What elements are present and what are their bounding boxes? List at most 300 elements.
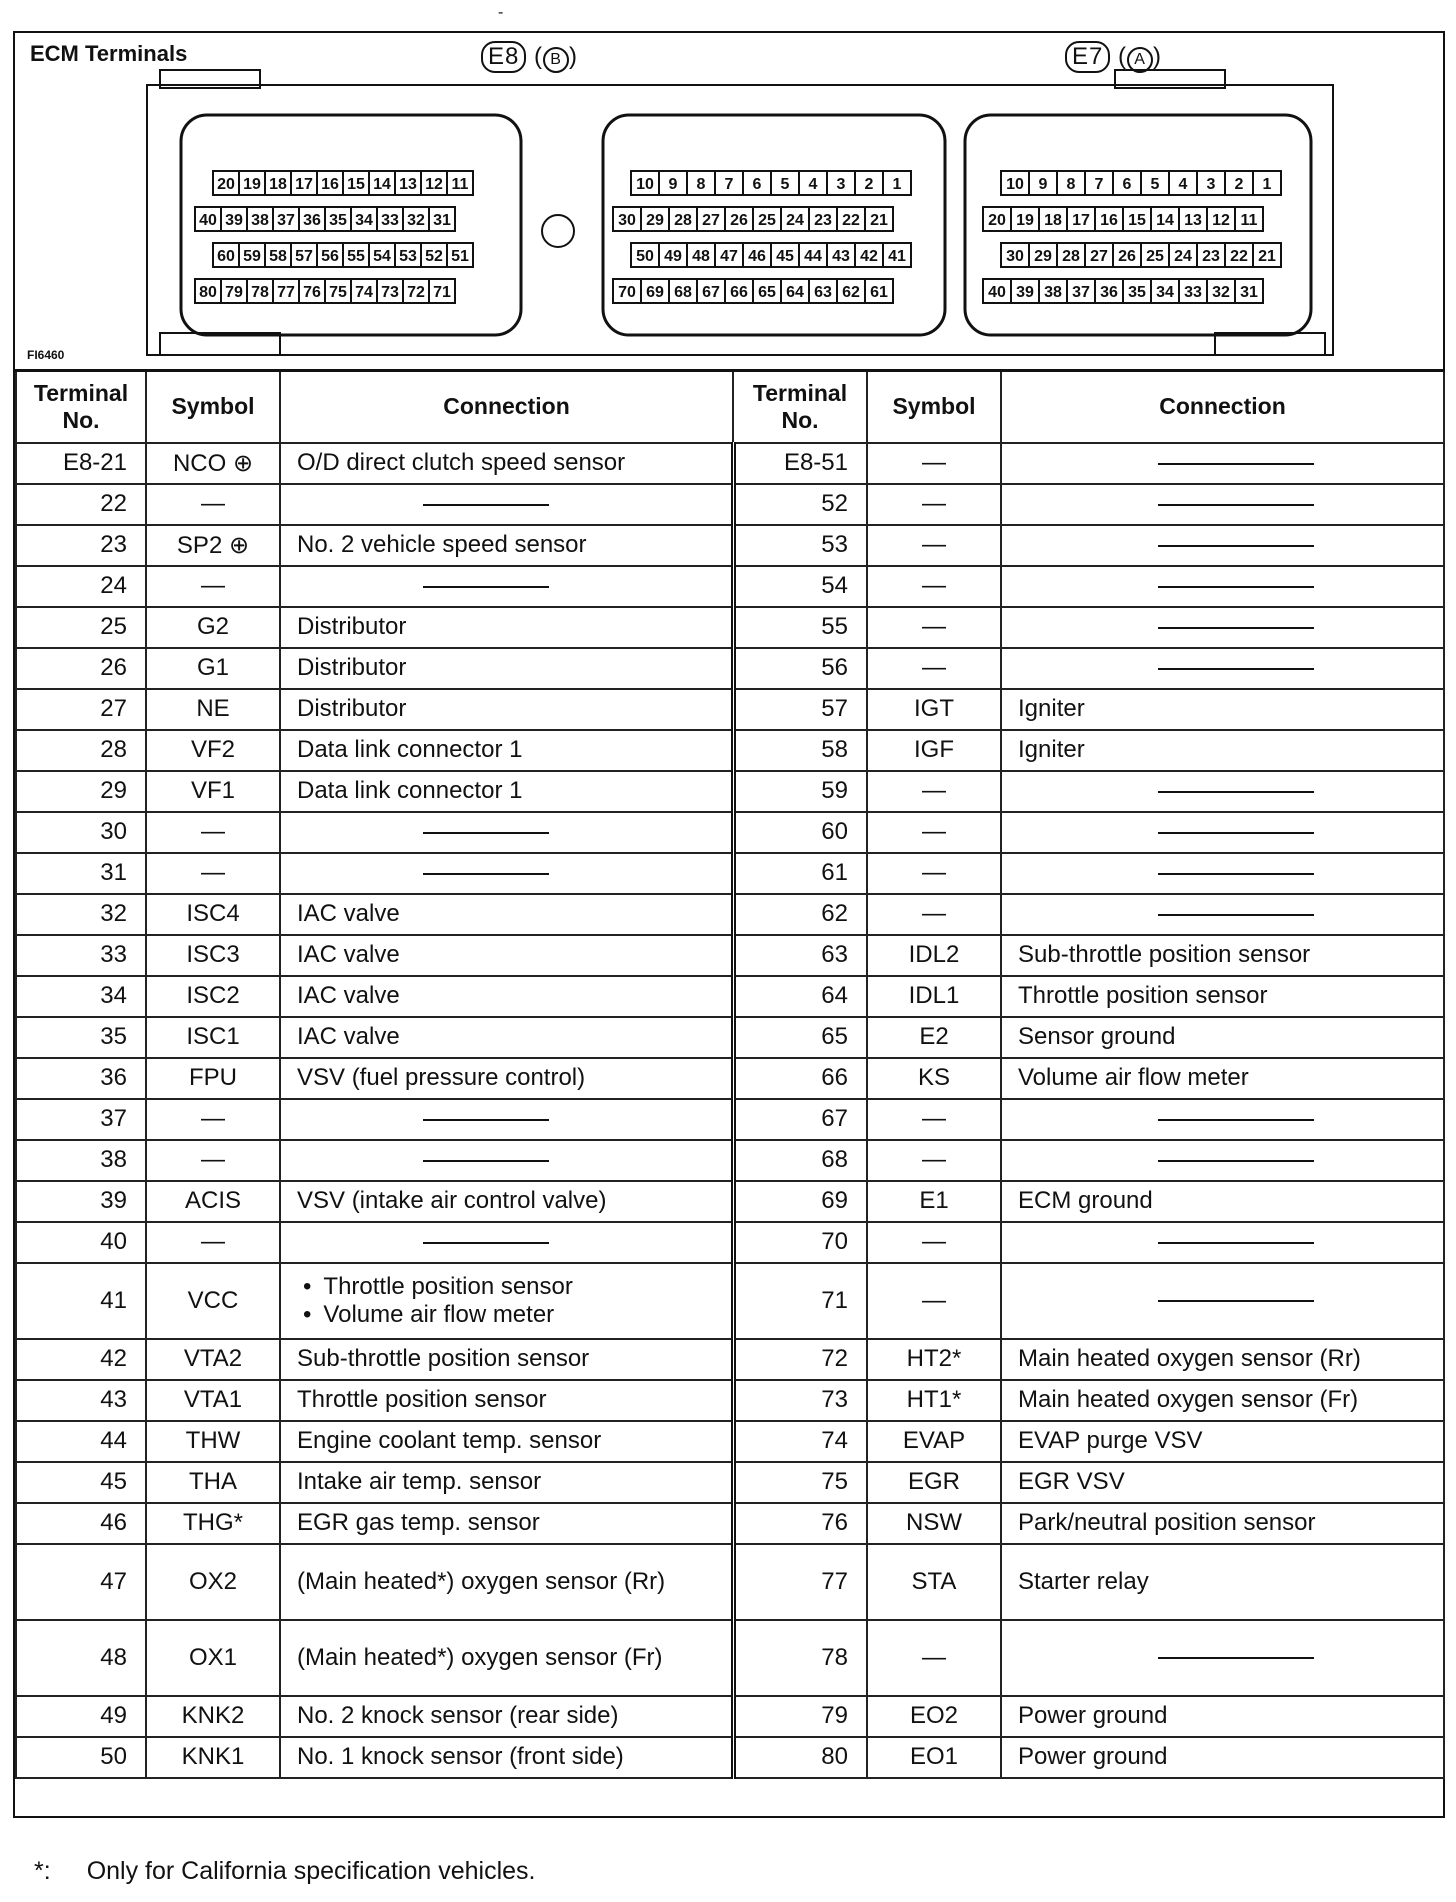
e8-pin-label: 74 [355, 284, 373, 301]
terminal-number: 36 [16, 1058, 146, 1099]
terminal-symbol: — [867, 1099, 1001, 1140]
terminal-connection: Power ground [1001, 1737, 1444, 1778]
e8-pin-label: 71 [433, 284, 451, 301]
e7-pin-label: 17 [1072, 212, 1090, 229]
e8-pin-label: 12 [425, 176, 443, 193]
terminal-connection: Main heated oxygen sensor (Fr) [1001, 1380, 1444, 1421]
terminal-connection [280, 1263, 733, 1339]
e7-pin-label: 35 [1128, 284, 1146, 301]
empty-line [1158, 1242, 1314, 1244]
connector-e8-id: E8 [481, 41, 526, 73]
table-row [16, 1503, 1444, 1544]
e8-pin-label: 52 [425, 248, 443, 265]
terminal-symbol: EO1 [867, 1737, 1001, 1778]
connector-e7-label: E7 ( A ) [1065, 41, 1162, 73]
terminal-symbol: FPU [146, 1058, 280, 1099]
terminal-symbol: NSW [867, 1503, 1001, 1544]
table-row [16, 853, 1444, 894]
terminal-connection: Data link connector 1 [280, 730, 733, 771]
e8-pin-label: 45 [776, 248, 794, 265]
terminal-connection: IAC valve [280, 894, 733, 935]
terminal-number: 72 [733, 1339, 867, 1380]
connector-diagram [15, 33, 1443, 369]
empty-line [1158, 1657, 1314, 1659]
terminal-connection: IAC valve [280, 976, 733, 1017]
terminal-number: 65 [733, 1017, 867, 1058]
empty-line [1158, 668, 1314, 670]
terminal-connection: O/D direct clutch speed sensor [280, 443, 733, 484]
terminal-connection-empty [280, 484, 733, 525]
terminal-symbol: — [867, 894, 1001, 935]
terminal-connection: Igniter [1001, 689, 1444, 730]
table-row [16, 976, 1444, 1017]
table-row [16, 894, 1444, 935]
e8-pin-label: 10 [636, 176, 654, 193]
e7-pin-label: 25 [1146, 248, 1164, 265]
e8-pin-label: 60 [217, 248, 235, 265]
e7-pin-label: 3 [1206, 176, 1216, 193]
e8-pin-label: 8 [696, 176, 706, 193]
e8-pin-label: 48 [692, 248, 710, 265]
terminal-number: 80 [733, 1737, 867, 1778]
terminal-symbol: THG* [146, 1503, 280, 1544]
empty-line [1158, 791, 1314, 793]
terminal-connection: Main heated oxygen sensor (Rr) [1001, 1339, 1444, 1380]
table-row [16, 1421, 1444, 1462]
e8-pin-label: 58 [269, 248, 287, 265]
e8-pin-label: 65 [758, 284, 776, 301]
terminal-symbol: VF1 [146, 771, 280, 812]
terminal-number: 28 [16, 730, 146, 771]
terminal-symbol: — [867, 771, 1001, 812]
table-row [16, 1620, 1444, 1696]
terminal-connection: Throttle position sensor [1001, 976, 1444, 1017]
terminal-symbol: — [146, 1099, 280, 1140]
table-row [16, 1140, 1444, 1181]
terminal-connection-empty [1001, 1263, 1444, 1339]
e8-pin-label: 63 [814, 284, 832, 301]
terminal-number: 64 [733, 976, 867, 1017]
terminal-connection: Volume air flow meter [1001, 1058, 1444, 1099]
table-row [16, 648, 1444, 689]
terminal-symbol: G1 [146, 648, 280, 689]
terminal-symbol: — [867, 484, 1001, 525]
terminal-connection-empty [280, 1140, 733, 1181]
e8-pin-label: 25 [758, 212, 776, 229]
terminal-symbol: — [867, 812, 1001, 853]
terminal-number: 48 [16, 1620, 146, 1696]
footnote-text: Only for California specification vehicles. [86, 1857, 536, 1885]
header-connection-right: Connection [1001, 371, 1444, 443]
terminal-symbol: — [867, 1140, 1001, 1181]
terminal-connection: Intake air temp. sensor [280, 1462, 733, 1503]
table-row [16, 689, 1444, 730]
e7-pin-label: 16 [1100, 212, 1118, 229]
e7-pin-label: 36 [1100, 284, 1118, 301]
empty-line [1158, 504, 1314, 506]
e8-pin-label: 26 [730, 212, 748, 229]
e7-pin-label: 21 [1258, 248, 1276, 265]
e8-pin-label: 3 [836, 176, 846, 193]
terminal-number: 60 [733, 812, 867, 853]
e8-pin-label: 59 [243, 248, 261, 265]
terminal-connection-empty [1001, 812, 1444, 853]
e8-pin-label: 62 [842, 284, 860, 301]
terminal-number: 27 [16, 689, 146, 730]
empty-line [1158, 914, 1314, 916]
terminal-connection-empty [1001, 894, 1444, 935]
e8-pin-label: 4 [808, 176, 818, 193]
e7-pin-label: 8 [1066, 176, 1076, 193]
terminal-symbol: THW [146, 1421, 280, 1462]
terminal-number: 75 [733, 1462, 867, 1503]
e8-pin-label: 37 [277, 212, 295, 229]
e8-pin-label: 11 [451, 176, 469, 193]
terminal-number: 22 [16, 484, 146, 525]
terminal-symbol: EGR [867, 1462, 1001, 1503]
terminal-number: E8-21 [16, 443, 146, 484]
terminal-number: 61 [733, 853, 867, 894]
header-symbol-right: Symbol [867, 371, 1001, 443]
terminal-symbol: OX2 [146, 1544, 280, 1620]
terminal-symbol: ISC4 [146, 894, 280, 935]
e8-pin-label: 27 [702, 212, 720, 229]
terminal-number: 78 [733, 1620, 867, 1696]
figure-code: FI6460 [27, 348, 65, 362]
terminal-number: E8-51 [733, 443, 867, 484]
e8-pin-label: 36 [303, 212, 321, 229]
terminal-symbol: KNK2 [146, 1696, 280, 1737]
e8-pin-label: 20 [217, 176, 235, 193]
terminal-number: 45 [16, 1462, 146, 1503]
terminal-connection: VSV (intake air control valve) [280, 1181, 733, 1222]
terminal-connection: Sensor ground [1001, 1017, 1444, 1058]
terminal-number: 56 [733, 648, 867, 689]
terminal-symbol: VF2 [146, 730, 280, 771]
terminal-number: 59 [733, 771, 867, 812]
terminal-number: 26 [16, 648, 146, 689]
terminal-connection: IAC valve [280, 935, 733, 976]
e8-pin-label: 76 [303, 284, 321, 301]
e7-pin-label: 40 [988, 284, 1006, 301]
e8-pin-label: 57 [295, 248, 313, 265]
terminal-number: 71 [733, 1263, 867, 1339]
e7-pin-label: 5 [1150, 176, 1160, 193]
empty-line [423, 1119, 549, 1121]
e7-pin-label: 27 [1090, 248, 1108, 265]
e8-pin-label: 9 [668, 176, 678, 193]
e8-pin-label: 66 [730, 284, 748, 301]
e7-pin-label: 7 [1094, 176, 1104, 193]
e8-pin-label: 19 [243, 176, 261, 193]
e8-pin-label: 7 [724, 176, 734, 193]
terminal-number: 32 [16, 894, 146, 935]
e8-pin-label: 54 [373, 248, 391, 265]
terminal-symbol: — [867, 607, 1001, 648]
terminal-connection: Sub-throttle position sensor [1001, 935, 1444, 976]
terminal-connection-empty [280, 1099, 733, 1140]
e7-pin-label: 19 [1016, 212, 1034, 229]
e8-pin-label: 32 [407, 212, 425, 229]
e8-pin-label: 33 [381, 212, 399, 229]
e8-pin-label: 13 [399, 176, 417, 193]
e7-pin-label: 22 [1230, 248, 1248, 265]
e8-pin-label: 42 [860, 248, 878, 265]
e7-pin-label: 33 [1184, 284, 1202, 301]
terminal-number: 25 [16, 607, 146, 648]
terminal-symbol: — [867, 853, 1001, 894]
terminal-number: 73 [733, 1380, 867, 1421]
e8-pin-label: 6 [752, 176, 762, 193]
terminal-number: 53 [733, 525, 867, 566]
table-row [16, 484, 1444, 525]
terminal-symbol: — [146, 1140, 280, 1181]
terminal-number: 33 [16, 935, 146, 976]
terminal-number: 30 [16, 812, 146, 853]
terminal-symbol: — [867, 525, 1001, 566]
table-row [16, 1696, 1444, 1737]
e7-pin-label: 20 [988, 212, 1006, 229]
footnote [34, 1857, 536, 1886]
terminal-connection-empty [280, 812, 733, 853]
terminal-table-body [16, 443, 1444, 1778]
terminal-symbol: VCC [146, 1263, 280, 1339]
terminal-number: 52 [733, 484, 867, 525]
terminal-connection-empty [1001, 648, 1444, 689]
e8-pin-label: 78 [251, 284, 269, 301]
terminal-symbol: EVAP [867, 1421, 1001, 1462]
terminal-symbol: NCO ⊕ [146, 443, 280, 484]
terminal-connection: Distributor [280, 648, 733, 689]
empty-line [1158, 873, 1314, 875]
terminal-number: 40 [16, 1222, 146, 1263]
e8-pin-label: 51 [451, 248, 469, 265]
e8-pin-label: 2 [864, 176, 874, 193]
e8-pin-label: 43 [832, 248, 850, 265]
terminal-connection: EVAP purge VSV [1001, 1421, 1444, 1462]
empty-line [1158, 627, 1314, 629]
header-terminal-left: Terminal No. [16, 371, 146, 443]
terminal-symbol: — [867, 1263, 1001, 1339]
terminal-connection-empty [1001, 443, 1444, 484]
terminal-symbol: KS [867, 1058, 1001, 1099]
e8-pin-label: 49 [664, 248, 682, 265]
e8-pin-label: 40 [199, 212, 217, 229]
terminal-symbol: G2 [146, 607, 280, 648]
terminal-symbol: IDL1 [867, 976, 1001, 1017]
terminal-number: 66 [733, 1058, 867, 1099]
terminal-connection: Distributor [280, 607, 733, 648]
terminal-number: 76 [733, 1503, 867, 1544]
e8-pin-label: 16 [321, 176, 339, 193]
empty-line [423, 832, 549, 834]
e7-pin-label: 15 [1128, 212, 1146, 229]
e8-pin-label: 56 [321, 248, 339, 265]
terminal-symbol: NE [146, 689, 280, 730]
table-row [16, 935, 1444, 976]
e8-pin-label: 41 [888, 248, 906, 265]
e7-pin-label: 11 [1240, 212, 1258, 229]
e8-pin-label: 30 [618, 212, 636, 229]
terminal-number: 67 [733, 1099, 867, 1140]
terminal-symbol: IDL2 [867, 935, 1001, 976]
terminal-number: 24 [16, 566, 146, 607]
e8-pin-label: 44 [804, 248, 822, 265]
e7-pin-label: 4 [1178, 176, 1188, 193]
terminal-symbol: — [146, 484, 280, 525]
terminal-number: 44 [16, 1421, 146, 1462]
e7-pin-label: 12 [1212, 212, 1230, 229]
table-row [16, 443, 1444, 484]
table-row [16, 1339, 1444, 1380]
e7-pin-label: 18 [1044, 212, 1062, 229]
terminal-connection: Park/neutral position sensor [1001, 1503, 1444, 1544]
terminal-symbol: — [867, 443, 1001, 484]
terminal-number: 29 [16, 771, 146, 812]
header-terminal-right: Terminal No. [733, 371, 867, 443]
terminal-symbol: — [146, 566, 280, 607]
terminal-number: 46 [16, 1503, 146, 1544]
connector-e8-letter: B [543, 47, 569, 73]
e8-pin-label: 34 [355, 212, 373, 229]
e7-pin-label: 23 [1202, 248, 1220, 265]
e7-pin-label: 34 [1156, 284, 1174, 301]
terminal-number: 34 [16, 976, 146, 1017]
terminal-number: 39 [16, 1181, 146, 1222]
empty-line [423, 504, 549, 506]
table-row [16, 525, 1444, 566]
table-row [16, 730, 1444, 771]
e7-pin-label: 26 [1118, 248, 1136, 265]
empty-line [1158, 1300, 1314, 1302]
terminal-number: 55 [733, 607, 867, 648]
terminal-connection-empty [1001, 1620, 1444, 1696]
terminal-symbol: — [867, 566, 1001, 607]
e7-pin-label: 30 [1006, 248, 1024, 265]
terminal-connection: Data link connector 1 [280, 771, 733, 812]
terminal-symbol: — [867, 1620, 1001, 1696]
table-row [16, 812, 1444, 853]
terminal-connection: IAC valve [280, 1017, 733, 1058]
top-tick-mark: - [498, 4, 504, 21]
terminal-symbol: — [146, 1222, 280, 1263]
terminal-connection-empty [1001, 484, 1444, 525]
e8-pin-label: 64 [786, 284, 804, 301]
e7-pin-label: 2 [1234, 176, 1244, 193]
connection-list-item: • Throttle position sensor [325, 1273, 725, 1301]
terminal-symbol: E2 [867, 1017, 1001, 1058]
e7-pin-label: 37 [1072, 284, 1090, 301]
terminal-connection-empty [1001, 853, 1444, 894]
terminal-connection-empty [1001, 1099, 1444, 1140]
e7-pin-label: 13 [1184, 212, 1202, 229]
e8-pin-label: 24 [786, 212, 804, 229]
terminal-number: 43 [16, 1380, 146, 1421]
e8-pin-label: 73 [381, 284, 399, 301]
e7-pin-label: 28 [1062, 248, 1080, 265]
terminal-symbol: — [146, 853, 280, 894]
terminal-symbol: EO2 [867, 1696, 1001, 1737]
connector-e8-label: E8 ( B ) [481, 41, 578, 73]
e7-pin-label: 9 [1038, 176, 1048, 193]
e7-pin-label: 24 [1174, 248, 1192, 265]
table-row [16, 1222, 1444, 1263]
terminal-number: 63 [733, 935, 867, 976]
empty-line [423, 1160, 549, 1162]
terminal-connection: (Main heated*) oxygen sensor (Fr) [280, 1620, 733, 1696]
terminal-symbol: VTA1 [146, 1380, 280, 1421]
empty-line [423, 873, 549, 875]
empty-line [1158, 586, 1314, 588]
terminal-connection-empty [280, 566, 733, 607]
terminal-symbol: — [867, 1222, 1001, 1263]
e8-pin-label: 39 [225, 212, 243, 229]
table-row [16, 1462, 1444, 1503]
e8-pin-label: 35 [329, 212, 347, 229]
e8-pin-label: 75 [329, 284, 347, 301]
table-header-row [16, 371, 1444, 443]
terminal-number: 57 [733, 689, 867, 730]
terminal-symbol: — [146, 812, 280, 853]
terminal-connection-empty [280, 853, 733, 894]
e7-pin-label: 31 [1240, 284, 1258, 301]
e8-pin-label: 15 [347, 176, 365, 193]
terminal-connection: VSV (fuel pressure control) [280, 1058, 733, 1099]
e8-pin-label: 5 [780, 176, 790, 193]
terminal-connection: Starter relay [1001, 1544, 1444, 1620]
e7-pin-label: 14 [1156, 212, 1174, 229]
e7-pin-label: 39 [1016, 284, 1034, 301]
terminal-symbol: E1 [867, 1181, 1001, 1222]
e8-pin-label: 79 [225, 284, 243, 301]
terminal-connection-empty [1001, 771, 1444, 812]
connector-e7-letter: A [1127, 47, 1153, 73]
e8-pin-label: 18 [269, 176, 287, 193]
terminal-connection-empty [1001, 607, 1444, 648]
e8-pin-label: 69 [646, 284, 664, 301]
empty-line [1158, 545, 1314, 547]
terminal-connection: Sub-throttle position sensor [280, 1339, 733, 1380]
terminal-number: 38 [16, 1140, 146, 1181]
terminal-number: 47 [16, 1544, 146, 1620]
terminal-connection-empty [1001, 566, 1444, 607]
table-row [16, 1380, 1444, 1421]
terminal-connection: (Main heated*) oxygen sensor (Rr) [280, 1544, 733, 1620]
terminal-symbol: IGF [867, 730, 1001, 771]
terminal-number: 49 [16, 1696, 146, 1737]
terminal-connection: Power ground [1001, 1696, 1444, 1737]
terminal-symbol: VTA2 [146, 1339, 280, 1380]
e7-pin-label: 38 [1044, 284, 1062, 301]
terminal-number: 68 [733, 1140, 867, 1181]
e8-pin-label: 53 [399, 248, 417, 265]
empty-line [1158, 1160, 1314, 1162]
header-symbol-left: Symbol [146, 371, 280, 443]
terminal-connection: Throttle position sensor [280, 1380, 733, 1421]
footnote-mark: *: [34, 1857, 51, 1885]
terminal-connection: ECM ground [1001, 1181, 1444, 1222]
terminal-symbol: ISC3 [146, 935, 280, 976]
terminal-symbol: KNK1 [146, 1737, 280, 1778]
terminal-connection: Igniter [1001, 730, 1444, 771]
terminal-symbol: THA [146, 1462, 280, 1503]
table-row [16, 1017, 1444, 1058]
e8-pin-label: 70 [618, 284, 636, 301]
e8-pin-label: 31 [433, 212, 451, 229]
e8-pin-label: 72 [407, 284, 425, 301]
e8-pin-label: 80 [199, 284, 217, 301]
terminal-connection: No. 2 vehicle speed sensor [280, 525, 733, 566]
